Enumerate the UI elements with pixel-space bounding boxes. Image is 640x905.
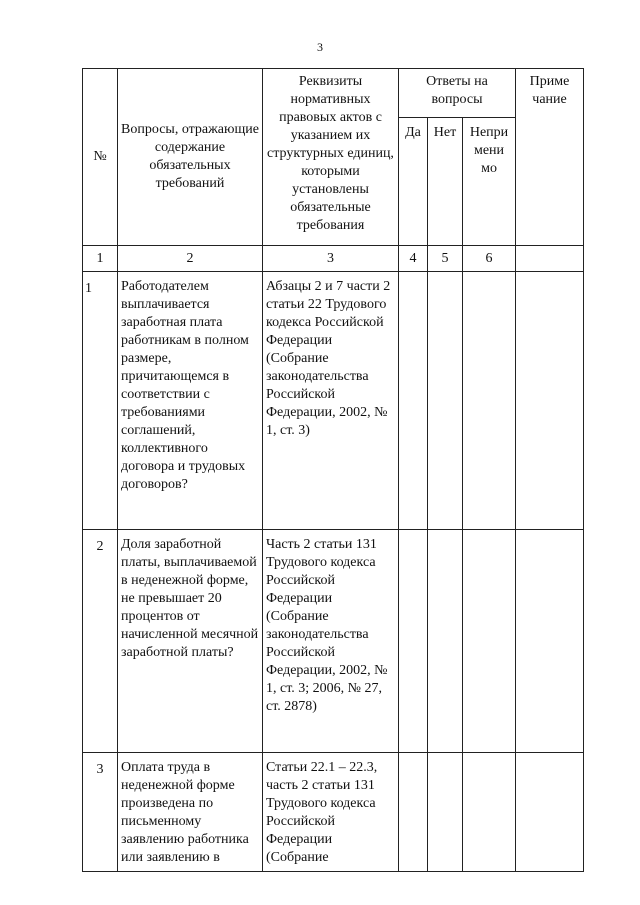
question-cell: Доля заработной платы, выплачиваемой в неденежной форме, не превышает 20 процентов от начисленной месячной заработной платы?: [118, 530, 263, 753]
column-number: 3: [263, 246, 399, 272]
answer-no-cell[interactable]: [428, 272, 463, 530]
answer-not-applicable-cell[interactable]: [463, 753, 516, 872]
header-requisites: Реквизиты нормативных правовых актов с указанием их структурных единиц, которыми установлены обязательные требования: [263, 69, 399, 246]
question-cell: Оплата труда в неденежной форме произведена по письменному заявлению работника или заявлению в: [118, 753, 263, 872]
row-number: 3: [83, 753, 118, 872]
header-number: №: [83, 69, 118, 246]
notes-cell[interactable]: [516, 530, 584, 753]
column-number: 6: [463, 246, 516, 272]
question-cell: Работодателем выплачивается заработная плата работникам в полном размере, причитающемся в соответствии с требованиями соглашений, коллективного договора и трудовых договоров?: [118, 272, 263, 530]
answer-not-applicable-cell[interactable]: [463, 272, 516, 530]
column-number: 5: [428, 246, 463, 272]
column-number: 2: [118, 246, 263, 272]
column-number: 4: [399, 246, 428, 272]
notes-cell[interactable]: [516, 753, 584, 872]
requisites-cell: Часть 2 статьи 131 Трудового кодекса Российской Федерации (Собрание законодательства Российской Федерации, 2002, № 1, ст. 3; 2006, № 27, ст. 2878): [263, 530, 399, 753]
table-row: [83, 272, 584, 530]
header-answer-no: Нет: [428, 118, 463, 246]
column-number-row: [83, 246, 584, 272]
column-number: [516, 246, 584, 272]
header-answer-not-applicable: Непри мени мо: [463, 118, 516, 246]
answer-not-applicable-cell[interactable]: [463, 530, 516, 753]
header-questions: Вопросы, отражающие содержание обязательных требований: [118, 69, 263, 246]
row-number: 1: [83, 272, 118, 530]
header-answer-yes: Да: [399, 118, 428, 246]
answer-yes-cell[interactable]: [399, 753, 428, 872]
table-row: [83, 753, 584, 872]
answer-yes-cell[interactable]: [399, 530, 428, 753]
header-answers: Ответы на вопросы: [399, 69, 516, 118]
answer-yes-cell[interactable]: [399, 272, 428, 530]
answer-no-cell[interactable]: [428, 530, 463, 753]
header-notes: Приме чание: [516, 69, 584, 246]
page-number: 3: [317, 40, 323, 54]
row-number: 2: [83, 530, 118, 753]
table-row: [83, 530, 584, 753]
requisites-cell: Статьи 22.1 – 22.3, часть 2 статьи 131 Трудового кодекса Российской Федерации (Собрание: [263, 753, 399, 872]
checklist-table: [82, 68, 584, 872]
answer-no-cell[interactable]: [428, 753, 463, 872]
column-number: 1: [83, 246, 118, 272]
notes-cell[interactable]: [516, 272, 584, 530]
requisites-cell: Абзацы 2 и 7 части 2 статьи 22 Трудового кодекса Российской Федерации (Собрание законодательства Российской Федерации, 2002, № 1, ст. 3): [263, 272, 399, 530]
